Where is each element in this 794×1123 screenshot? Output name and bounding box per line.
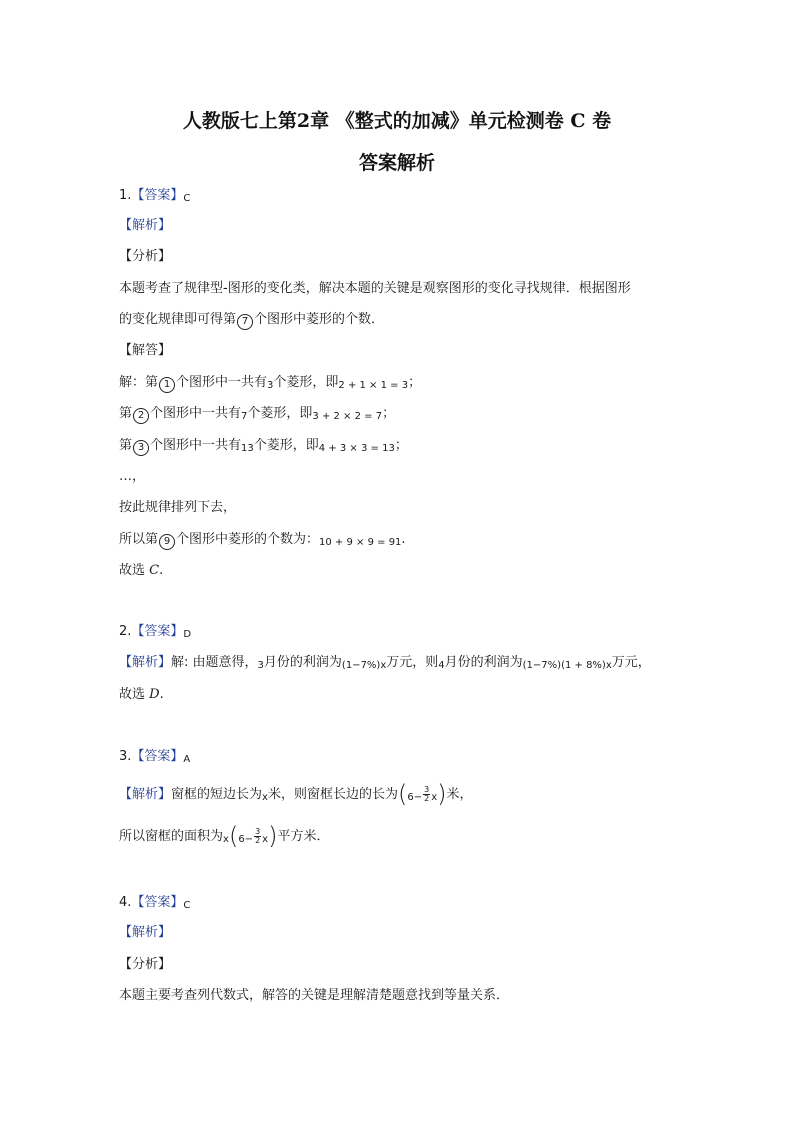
q2-analysis-tag: 【解析】 (119, 655, 172, 670)
q1-final (119, 530, 406, 553)
analysis-text: 平方米． (277, 829, 330, 844)
step-punct: ； (408, 375, 422, 390)
step-count: 13 (241, 443, 254, 454)
q1-rule: 按此规律排列下去， (119, 500, 237, 515)
q2-answer-value: D (183, 629, 192, 640)
fraction-denominator: 2 (424, 794, 430, 803)
step-equation: 4 + 3 × 3 = 13 (318, 443, 395, 454)
analysis-text: 窗框的短边长为 (171, 787, 263, 802)
q1-jieda-tag: 【解答】 (119, 343, 172, 358)
analysis-text: 米， (446, 787, 473, 802)
conclusion-punct: . (159, 687, 164, 702)
q4-answer-line (119, 893, 190, 916)
month-number: 4 (438, 660, 445, 671)
circled-number: 2 (133, 408, 149, 424)
q1-fenxi-text-2 (119, 310, 384, 330)
variable-x: x (262, 792, 268, 803)
right-paren: ) (268, 822, 278, 850)
profit-expression: (1−7%)(1 + 8%)x (522, 660, 612, 671)
q3-area-line (119, 822, 330, 850)
final-equation: 10 + 9 × 9 = 91 (319, 537, 402, 548)
circled-number: 1 (159, 377, 175, 393)
q4-fenxi-tag: 【分析】 (119, 957, 172, 972)
left-paren: ( (228, 822, 239, 850)
step-text: 所以第 (119, 532, 159, 547)
fraction-numerator: 3 (424, 785, 430, 794)
month-number: 3 (257, 660, 264, 671)
step-text: 个菱形，即 (273, 375, 339, 390)
circled-number: 9 (159, 534, 175, 550)
q3-answer-tag: 【答案】 (131, 749, 184, 764)
expression: 6− (407, 792, 423, 803)
analysis-text: 月份的利润为 (263, 655, 342, 670)
step-text: 个图形中一共有 (176, 375, 268, 390)
q1-answer-tag: 【答案】 (131, 188, 184, 203)
q3-number: 3. (119, 749, 132, 764)
q3-analysis-line (119, 780, 473, 808)
step-text: 第 (119, 406, 133, 421)
q1-conclusion (119, 561, 163, 581)
conclusion-punct: . (159, 563, 164, 578)
profit-expression: (1−7%)x (341, 660, 387, 671)
q1-fenxi-tag: 【分析】 (119, 249, 172, 264)
q1-ellipsis: …， (119, 469, 146, 484)
analysis-text: 月份的利润为 (444, 655, 523, 670)
step-punct: . (401, 532, 406, 547)
fraction-numerator: 3 (255, 827, 261, 836)
q4-analysis-tag: 【解析】 (119, 925, 172, 940)
q4-answer-tag: 【答案】 (131, 895, 184, 910)
fraction (254, 828, 261, 845)
step-punct: ； (394, 438, 408, 453)
step-text: 个菱形，即 (253, 438, 319, 453)
circled-number: 7 (237, 314, 253, 330)
q1-fenxi-2b: 个图形中菱形的个数． (254, 312, 385, 327)
step-text: 个图形中一共有 (150, 438, 242, 453)
step-punct: ； (382, 406, 396, 421)
q4-fenxi-text: 本题主要考查列代数式，解答的关键是理解清楚题意找到等量关系． (119, 988, 510, 1003)
conclusion-choice: D (149, 687, 160, 702)
q4-answer-value: C (183, 900, 191, 911)
q3-analysis-tag: 【解析】 (119, 787, 172, 802)
step-equation: 2 + 1 × 1 = 3 (338, 380, 409, 391)
fraction (423, 786, 430, 803)
q4-number: 4. (119, 895, 132, 910)
q2-analysis-line (119, 653, 651, 676)
document-title: 人教版七上第2章 《整式的加减》单元检测卷 C 卷 (182, 110, 612, 132)
variable-x: x (431, 792, 438, 803)
step-text: 解：第 (119, 375, 159, 390)
q2-number: 2. (119, 624, 132, 639)
fraction-denominator: 2 (255, 836, 261, 845)
q1-step-2 (119, 404, 395, 427)
analysis-text: 万元，则 (386, 655, 439, 670)
q1-step-3 (119, 436, 408, 459)
q1-analysis-tag: 【解析】 (119, 218, 172, 233)
conclusion-text: 故选 (119, 563, 146, 578)
analysis-text: 解: 由题意得， (171, 655, 258, 670)
q1-answer-line (119, 186, 190, 209)
variable-x: x (262, 834, 269, 845)
q1-step-1 (119, 373, 421, 396)
q1-answer-value: C (183, 193, 191, 204)
step-equation: 3 + 2 × 2 = 7 (312, 411, 383, 422)
q3-answer-line (119, 747, 190, 770)
step-text: 个图形中菱形的个数为： (176, 532, 320, 547)
circled-number: 3 (133, 440, 149, 456)
document-subtitle: 答案解析 (358, 152, 435, 174)
q1-fenxi-text-1: 本题考查了规律型-图形的变化类，解决本题的关键是观察图形的变化寻找规律．根据图形 (119, 281, 631, 296)
step-text: 个菱形，即 (247, 406, 313, 421)
step-text: 个图形中一共有 (150, 406, 242, 421)
analysis-text: 万元， (611, 655, 651, 670)
left-paren: ( (397, 780, 408, 808)
q2-answer-tag: 【答案】 (131, 624, 184, 639)
q3-answer-value: A (183, 754, 191, 765)
analysis-text: 米，则窗框长边的长为 (267, 787, 398, 802)
q2-answer-line (119, 622, 191, 645)
expression: 6− (238, 834, 254, 845)
right-paren: ) (437, 780, 447, 808)
q2-conclusion (119, 685, 164, 705)
step-count: 3 (267, 380, 274, 391)
q1-fenxi-2a: 的变化规律即可得第 (119, 312, 237, 327)
step-count: 7 (241, 411, 248, 422)
q1-number: 1. (119, 188, 132, 203)
variable-x: x (223, 834, 229, 845)
conclusion-choice: C (149, 563, 160, 578)
step-text: 第 (119, 438, 133, 453)
conclusion-text: 故选 (119, 687, 146, 702)
analysis-text: 所以窗框的面积为 (119, 829, 224, 844)
